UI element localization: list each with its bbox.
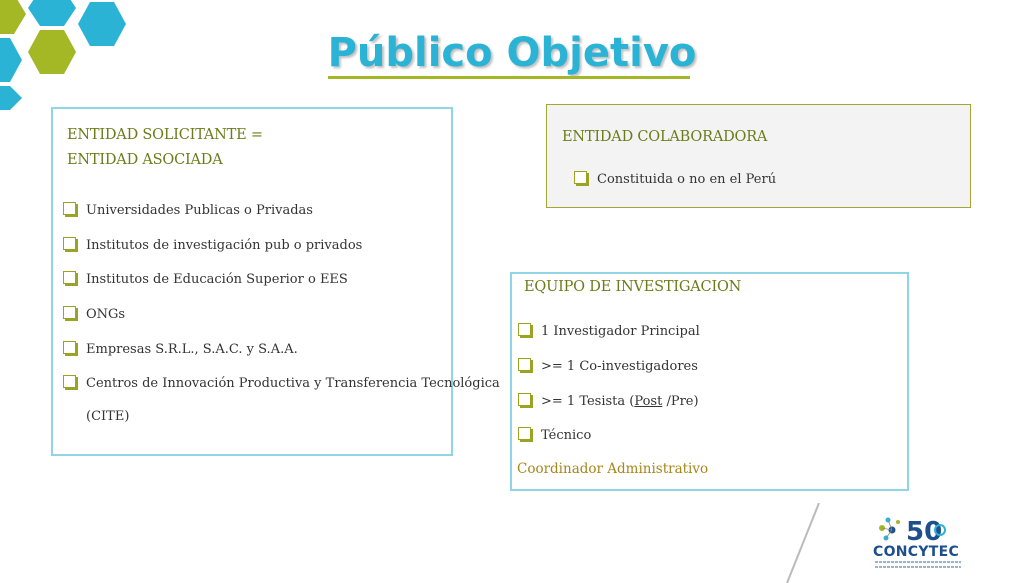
left-heading-line1: ENTIDAD SOLICITANTE = (67, 127, 263, 143)
checkbox-bullet-icon (63, 202, 76, 215)
equipo-heading: EQUIPO DE INVESTIGACION (524, 279, 742, 295)
list-item: Universidades Publicas o Privadas (63, 202, 313, 218)
list-item: 1 Investigador Principal (518, 323, 700, 339)
logo-text: CONCYTEC (873, 544, 960, 560)
list-item: ONGs (63, 306, 125, 322)
entidad-colaboradora-box (546, 104, 971, 208)
left-heading-line2: ENTIDAD ASOCIADA (67, 152, 223, 168)
coordinator-label: Coordinador Administrativo (517, 461, 709, 477)
concytec-logo-icon (872, 512, 962, 572)
logo-subtitle-line (875, 561, 961, 563)
checkbox-bullet-icon (574, 171, 587, 184)
list-item: Empresas S.R.L., S.A.C. y S.A.A. (63, 341, 298, 357)
list-item-continuation: (CITE) (86, 409, 130, 424)
list-item: >= 1 Co-investigadores (518, 358, 698, 374)
title-underline (328, 76, 690, 79)
checkbox-bullet-icon (63, 341, 76, 354)
checkbox-bullet-icon (63, 375, 76, 388)
checkbox-bullet-icon (63, 237, 76, 250)
checkbox-bullet-icon (518, 358, 531, 371)
corner-divider-line (785, 503, 825, 583)
checkbox-bullet-icon (518, 427, 531, 440)
checkbox-bullet-icon (63, 306, 76, 319)
list-item: Técnico (518, 427, 591, 443)
page-title: Público Objetivo (327, 30, 697, 76)
equipo-investigacion-box (510, 272, 909, 491)
checkbox-bullet-icon (63, 271, 76, 284)
logo-number: 50 (906, 517, 943, 547)
list-item: Centros de Innovación Productiva y Transferencia Tecnológica (63, 375, 500, 391)
checkbox-bullet-icon (518, 323, 531, 336)
checkbox-bullet-icon (518, 393, 531, 406)
list-item: >= 1 Tesista (Post /Pre) (518, 393, 699, 409)
list-item: Institutos de Educación Superior o EES (63, 271, 348, 287)
colaboradora-heading: ENTIDAD COLABORADORA (562, 129, 768, 145)
logo-subtitle-line (875, 566, 961, 568)
list-item: Institutos de investigación pub o privados (63, 237, 362, 253)
list-item: Constituida o no en el Perú (574, 171, 776, 187)
